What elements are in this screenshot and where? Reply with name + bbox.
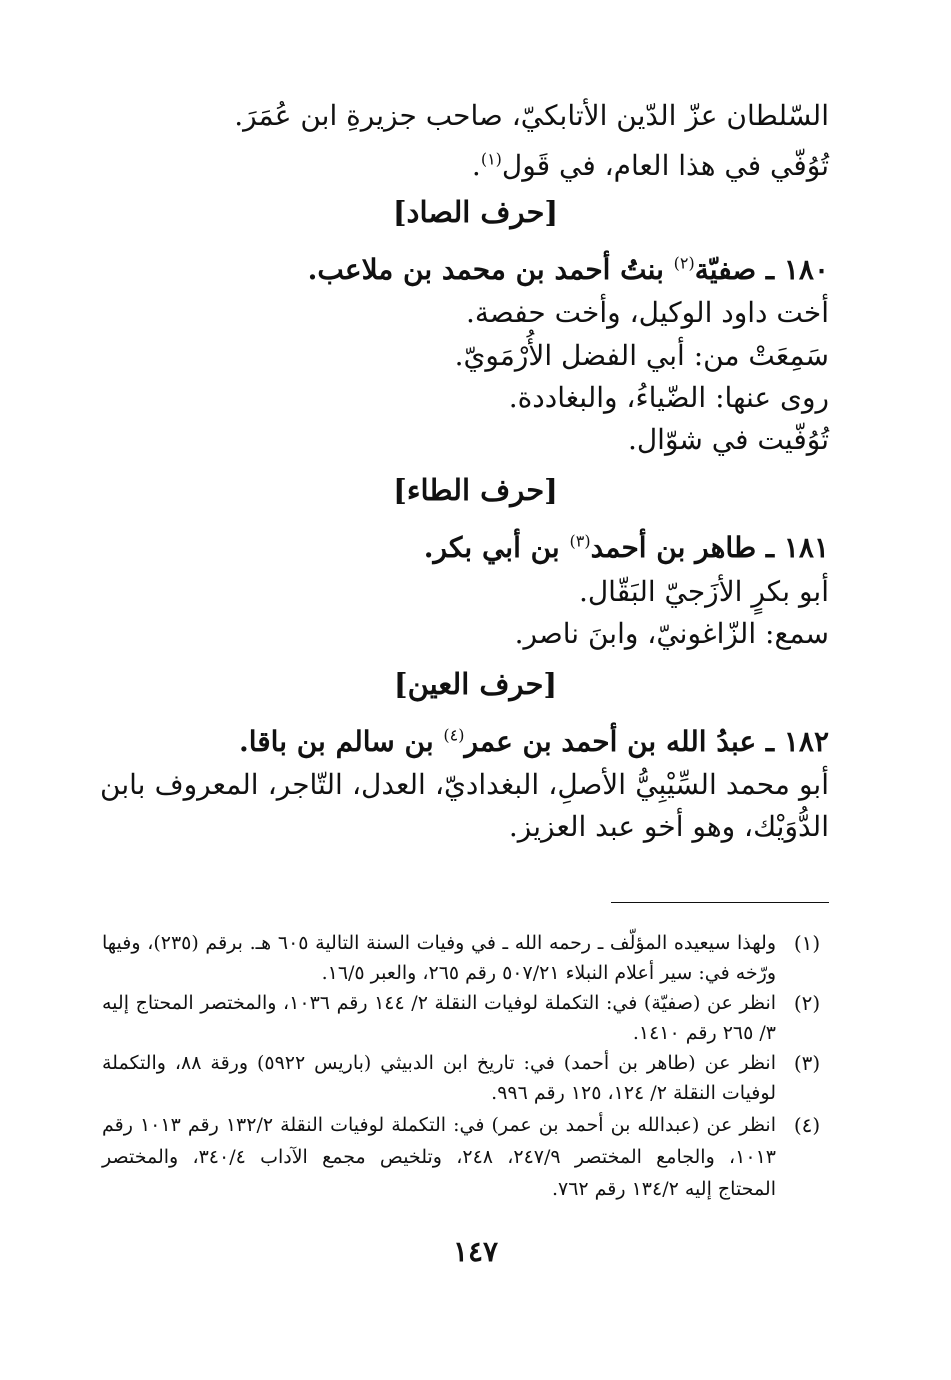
footnote-line: ١٠١٣، والجامع المختصر ٢٤٧/٩، ٢٤٨، وتلخيص مجمع الآداب ٣٤٠/٤، والمختصر: [102, 1146, 776, 1168]
footnote-line: ولهذا سيعيده المؤلّف ـ رحمه الله ـ في وفيات السنة التالية ٦٠٥ هـ. برقم (٢٣٥)، وفيها: [102, 932, 777, 954]
footnote-ref: (٣): [569, 531, 591, 551]
entry-name: ١٨٢ ـ عبدُ الله بن أحمد بن عمر: [464, 725, 829, 758]
footnote-line: انظر عن (صفيّة) في: التكملة لوفيات النقلة ٢/ ١٤٤ رقم ١٠٣٦، والمختصر المحتاج إليه: [102, 992, 777, 1014]
text-line: أبو بكرٍ الأزَجيّ البَقّال.: [578, 575, 829, 608]
text-line: الدُّوَيْك، وهو أخو عبد العزيز.: [508, 810, 829, 843]
entry-title: [239, 722, 829, 762]
footnote-line: ٣/ ٢٦٥ رقم ١٤١٠.: [632, 1022, 776, 1044]
page-number: ١٤٧: [452, 1235, 499, 1268]
entry-name: بنتُ أحمد بن محمد بن ملاعب.: [307, 253, 674, 286]
entry-title: [424, 528, 829, 568]
footnote-line: لوفيات النقلة ٢/ ١٢٤، ١٢٥ رقم ٩٩٦.: [491, 1082, 776, 1104]
entry-title: [308, 250, 829, 290]
text-fragment: تُوُفّي في هذا العام، في قَول: [501, 149, 829, 182]
footnote-number: (١): [793, 931, 821, 955]
entry-name: ١٨٠ ـ صفيّة: [694, 253, 829, 286]
entry-name: بن أبي بكر.: [423, 531, 570, 564]
text-fragment: .: [471, 149, 481, 182]
footnote-ref: (٤): [443, 725, 465, 745]
entry-name: ١٨١ ـ طاهر بن أحمد: [590, 531, 829, 564]
text-line: روى عنها: الضّياءُ، والبغاددة.: [508, 381, 829, 414]
footnote-ref: (٢): [673, 253, 695, 273]
footnote-number: (٢): [793, 991, 821, 1015]
text-line: سَمِعَتْ من: أبي الفضل الأُرْمَويّ.: [454, 339, 829, 372]
text-line: تُوُفّيت في شوّال.: [627, 423, 829, 456]
footnote-line: انظر عن (طاهر بن أحمد) في: تاريخ ابن الدبيثي (باريس ٥٩٢٢) ورقة ٨٨، والتكملة: [102, 1052, 776, 1074]
footnote-ref: (١): [480, 149, 502, 169]
section-heading: [حرف الطاء]: [393, 473, 558, 507]
text-line: السّلطان عزّ الدّين الأتابكيّ، صاحب جزيرةِ ابن عُمَرَ.: [234, 99, 829, 132]
entry-name: بن سالم بن باقا.: [239, 725, 444, 758]
section-heading: [حرف الصاد]: [392, 195, 559, 229]
text-line: أخت داود الوكيل، وأخت حفصة.: [466, 296, 829, 329]
footnote-line: ورّخه في: سير أعلام النبلاء ٥٠٧/٢١ رقم ٢٦٥، والعبر ١٦/٥.: [321, 962, 776, 984]
footnote-number: (٣): [793, 1051, 821, 1075]
footnote-separator: [611, 902, 829, 903]
text-line: [472, 146, 829, 186]
section-heading: [حرف العين]: [393, 667, 558, 701]
footnote-line: انظر عن (عبدالله بن أحمد بن عمر) في: التكملة لوفيات النقلة ١٣٢/٢ رقم ١٠١٣ رقم: [102, 1114, 776, 1136]
text-line: أبو محمد السِّيْبِيُّ الأصلِ، البغداديّ، العدل، التّاجر، المعروف بابن: [100, 768, 829, 801]
footnote-number: (٤): [793, 1113, 821, 1137]
footnote-line: المحتاج إليه ١٣٤/٢ رقم ٧٦٢.: [551, 1178, 776, 1200]
text-line: سمع: الزّاغونيّ، وابنَ ناصر.: [514, 617, 829, 650]
